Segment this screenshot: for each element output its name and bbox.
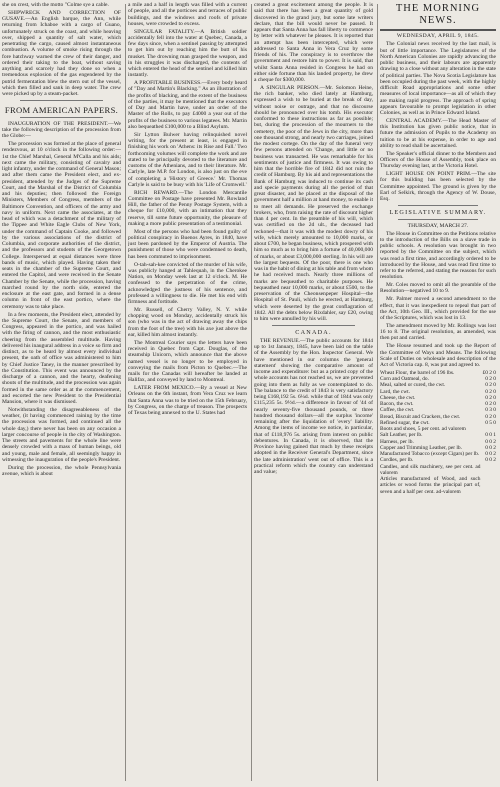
duties-table [380,370,496,495]
duty-item: Bacon, the cwt. [380,401,414,408]
divider [398,205,478,206]
duty-item: Coffee, the cwt. [380,407,415,414]
section-heading: LEGISLATIVE SUMMARY. [389,208,487,216]
paragraph: The Montreal Courier says the letters have been received in Quebec from Capt. Douglas, of the steamship Unicorn, which announce that the above named vessel is no longer to be employed in conveying the mails from Picton to Quebec.—The mails for the Canadas will hereafter be landed at Halifax, and conveyed by land to Montreal. [128,339,247,384]
duty-item: Bread, Biscuit and Crackers, the cwt. [380,413,461,420]
duty-value: 0 5 0 [485,419,496,426]
paragraph: Most of the persons who had been found guilty of political conspiracy in Buenos Ayres, in 1840, have just been pardoned by the Emperor of Austria. The punishment of those who were condemned to death, has been commuted to imprisonment. [128,228,247,260]
paragraph: Mr. Russell, of Cherry Valley, N. Y. while chopping wood on Monday, accidentally struck his son (who was in the act of drawing away the chips from the foot of the tree) with his axe just above the ear, killed him almost instantly. [128,306,247,338]
paragraph: Mr. Coles moved to omit all the preamble of the Resolution—negatived 10 to 9. [380,282,496,295]
paragraph: Mr. Palmer moved a second amendment to the effect, that it was inexpedient to repeal that part of the Act, 10th Geo. III., which provided for the use of the Scriptures, which was lost in 13. [380,296,496,322]
paragraph: THE REVENUE.—The public accounts for 1844 up to 1st January, 1845, have been laid on the table of the Assembly by the Hon. Inspector General. We have mentioned in our columns the 'general statement' showing the comparative amount of income and expenditure: but as a printed copy of the whole accounts has not reached us, we are prevented going into them as fully as we contemplated to do. The balance to the credit of 1843 is very satisfactory being £168,192 5s. 6¼d. while that of 1844 was only £115,235 5s. 9½d.—a difference in favour of '44 of nearly seventy-five thousand pounds, or three hundred thousand dollars—all the surplus 'income' remaining after the liquidation of 'every' liability. Among the items of income we notice, in particular, that of £118,976 5s. arising from interest on public debentures. In Canada, it is observed, that the Province having gained that much by these receipts adopted in the Receiver General's Department, since the late administration' went out of office. This is a practical reform which the country can understand and value; [254,337,373,476]
duty-item: Manufactured Tobacco (except Cigars) per lb. [380,451,480,458]
divider [380,29,496,31]
duty-item: Wheat Flour, the barrel of 196 lbs. [380,369,455,376]
duty-item: Cordles, per lb. [380,457,414,464]
duty-value: 0 2 0 [485,376,496,383]
paragraph: The House in Committee on the Petitions relative to the introduction of the Bills on a slave trade in public schools. A resolution was brought in two reported by the Committee on the subject, which was read a first time, and accordingly ordered to be introduced by the House, and was read first time to refer to the referred, and stating the reasons for such resolution. [380,230,496,281]
duty-item: Salt Leather, per lb. [380,432,423,439]
duty-item: Boots and shoes, 5 per cent. ad valorem [380,426,466,433]
section-heading: CANADA. [295,328,332,336]
column-3 [254,2,373,783]
duty-value: 0 2 0 [485,394,496,401]
paragraph: LATER FROM MEXICO.—By a vessel at New Orleans on the 6th instant, from Vera Cruz we learn that Santa Anna was to be tried on the 15th February, by Congress, on the charge of treason. The prospects of Texas being annexed to the U. States had [128,385,247,417]
divider [20,100,103,101]
paragraph: Notwithstanding the disagreeableness of the weather, (it having commenced raining by the time the procession was formed, and continued all the whole day,) there never has been on any occasion a larger concourse of people in the city of Washington. The streets and pavements for the whole line were densely crowded with a mass of human beings, old and young, male and female, all seemingly happy in witnessing the inauguration of the people's President. [2,406,121,463]
duty-item: Articles manufactured of Wood, and such articles or wood forms the principal part of, seven and a half per cent. ad-valorem [380,476,481,495]
paragraph: A PROFITABLE BUSINESS.—Every body heard of "Day and Martin's Blacking." As an illustration of the profits of blacking, and the extent of the business of the parties, it may be mentioned that the executors of Day and Martin have, under an order of the Master of the Rolls, to pay £4000 a year out of the profits of the business to various legatees. Mr. Martin also bequeathed £100,000 to a Blind Asylum. [128,80,247,130]
paragraph: Sir Lytton Bulwer having relinquished novel writing, for the present at least, is engaged in finishing his work on 'Athens: its Rise and Fall.' Two forthcoming volumes will complete the work and are stated to be principally devoted to the literature and customs of the Athenians, and to their literature. Mr. Carlyle, late M.P. for London, is also just on the eve of completing a 'History of Greece.' Mr. Thomas Carlyle is said to be busy with his 'Life of Cromwell.' [128,131,247,188]
section-heading: FROM AMERICAN PAPERS. [4,104,119,115]
duty-value [481,464,496,477]
paragraph: The amendment moved by Mr. Rollings was lost 16 to 8. The original resolution, as amended, was then put and carried. [380,322,496,342]
duty-item: Copper and Trimming Leather, per lb. [380,444,462,451]
divider [20,117,103,118]
duty-item: Harness, per lb. [380,438,414,445]
duty-item: Candles, and silk machinery, see per cent. ad valorem [380,463,481,476]
duty-value: 0 3 0 [485,407,496,414]
column-2 [128,2,247,783]
duty-value: 0 0 2 [485,444,496,451]
divider [272,325,355,326]
column-1 [2,2,121,783]
masthead: THE MORNING NEWS. [395,3,481,26]
date-line: THURSDAY, MARCH 27. [407,222,469,229]
table-row [380,476,496,495]
table-row [380,464,496,477]
paragraph: CENTRAL ACADEMY.—The Head Master of this Institution has given public notice, that in future the admission of Pupils to the Academy on tuition to be at his expense, in order to age and ability to read shall be ascertained. [380,117,496,149]
column-rule [251,4,252,781]
duty-item: Lard, the cwt. [380,388,410,395]
duty-item: Corn and Oatmeal, do. [380,376,429,383]
paragraph: The Colonial news received by the last mail, is but of little importance. The Legislatures of the North American Colonies are rapidly advancing the public business, and their labours are apparently drawing to a close without any alteration in the state of political parties. The Nova Scotia Legislature has been occupied during the past week, with the highly difficult Road appropriations and some other measures of local importance—as all of which they are making rapid progress. The approach of spring appears favourable to prompt legislation in other Colonies, as well as in Prince Edward Island. [380,41,496,116]
paragraph: created a great excitement among the people. It is said that there has been a great quantity of gold discovered in the grand jury, but some late writers declare, that the bill would never be passed. It appears that Santa Anna has fall liberty to commence by letter with whatever he pleases. It is reported that an attempt has been intercepted, which were addressed to Santa Anna in Vera Cruz by some friends of his. The conspiracy is to overthrow the government and restore him to power. It is said, that whilst Santa Anna resided in Congress he had on either side fortune than his landed property, he drew a cheque for $300,000. [254,2,373,83]
paragraph: During the procession, the whole Pennsylvania avenue, which is about [2,464,121,477]
divider [398,219,478,220]
paragraph: RICH REWARD.—The London Mercantile Committee on Postage have presented Mr. Rowland Hill, the father of the Penny Postage System, with a cheque for £10,000, with an intimation that they reserve, till some future opportunity, the pleasure of making a more public presentation of a testimonial. [128,189,247,227]
duty-value: 0 0 2 [485,451,496,458]
duty-item: Refined sugar, the cwt. [380,419,430,426]
paragraph: INAUGURATION OF THE PRESIDENT.—We take the following description of the procession from the Globe:— [2,120,121,140]
paragraph: The procession was formed at the place of general rendezvous, at 10 o'clock in the following order:—1st the Chief Marshal, General M'Calla and his aids; next came the military, consisting of cavalry and light infantry, under the command of General Mason; and after them came the President elect, and ex-president, attended by the Judges of the Supreme Court, and the Marshal of the District of Columbia and his deputies; then followed the Foreign Ministers, Members of Congress, members of the Baltimore Convention, and officers of the army and navy in uniform. Next came the associates, at the head of which was a detachment of the military of the Tippee and White Eagle Clubs of New York, under the command of Captain Cooke, and followed by the various associations of the district of Columbia, and corporate authorities of the district, and the professors and students of the Georgetown College. Interspersed at equal distances were three bands of music, which played. Having taken their seats in the chamber of the Supreme Court, and entered the Capitol, and were received in the Senate Chamber by the Senate, while the procession, having marched round by the north side, entered the enclosure at the east gate, and formed in a dense column in front of the east portico, where the ceremony was to take place. [2,141,121,310]
duty-value: 0 0 2 [485,457,496,464]
paragraph: In a few moments, the President elect, attended by the Supreme Court, the Senate, and members of Congress, appeared in the portico, and was hailed with the firing of cannon, and the most enthusiastic cheering from the assembled multitude. Having delivered his inaugural address in a voice so firm and distinct, as to be heard by almost every individual present, the oath of office was administered to him by Chief Justice Taney, in the manner prescribed by the Constitution. This event was announced by the discharge of a cannon, and the hearty, deafening shouts of the multitude, and the procession was again formed in the same order as at the commencement, and escorted the new President to the Presidential Mansion, where it was dismissed. [2,311,121,406]
paragraph: a mile and a half in length was filled with a current of people, and all the porticoes and terraces of public buildings, and the windows and roofs of private houses, were crowded to excess. [128,2,247,27]
paragraph: SINGULAR FATALITY.—A British soldier accidentally fell into the water at Quebec, Canada, a few days since, when a sentinel passing by attempted to get him out by reaching him the butt of his musket. The drowning man grasped the weapon, and in his struggles it was discharged, the contents of which entered the head of the sentinel and killed him instantly. [128,28,247,79]
duty-item: Meal, salted or cured, the cwt. [380,382,446,389]
duty-value: 0 2 0 [485,382,496,389]
paragraph: O-tah-sah-kee convicted of the murder of his wife, was publicly hanged at Tahlequah, in the Cherokee Nation, on Monday week last at 12 o'clock. M. He confessed to the perpetration of the crime, acknowledged the justness of his sentence, and professed a willingness to die. He met his end with firmness and fortitude. [128,261,247,306]
paragraph: she on crest, with the motto "Colme sye a cable. [2,2,109,8]
paragraph: The House resumed and took up the Report of the Committee of Ways and Means. The following Scale of Duties on wholesale and description of the Act of Victoria cap. 8, was put and agreed to. [380,343,496,368]
duty-value: 0 0 1 [485,432,496,439]
column-rule [125,4,126,781]
paragraph: LIGHT HOUSE ON POINT PRIM.—The site for this building has been selected by the Committee appointed. The ground is given by the Earl of Selkirk, through the Agency of W. Douse, Esq. [380,171,496,203]
duty-value: 0 2 0 [485,388,496,395]
paragraph: A SINGULAR PERSON.—Mr. Solomon Heine, the rich banker, who died lately at Hamburg, expressed a wish to be buried at the break of day, without noise or outrage, and that no discourse should be pronounced over his tomb. His executor conformed to these instructions as far as possible; but, during the procession of the mourners to the cemetery, the poor of the Jews in the city, more than one thousand strong, and nearly two carriages, joined the modest cortege. On the day of the funeral very few persons attended on 'Change, and little or no business was transacted. He was remarkable for his sentiments of justice and firmness. It was owing to him that the horrible fire of 1842 did not ruin the credit of Hamburg. By his aid and representations the Bank of Hamburg was induced to continue its cash and specie payments during all the period of that great disaster, and he placed at the disposal of the government half a million at hand money, to enable it to meet all demands. He preserved the exchange brokers, who, from raising the rate of discount higher than 4 per cent. In the preamble of his will, which was certified on the 2d ult., the deceased had reckoned—that it was with the modest dowry of his wife, which merely amounted to 10,000 marks, or about £700, he began business, which prospered with him so much as to bring him a fortune of 40,000,000 of marks, or about £3,000,000 sterling. In his will are the largest bequests. Of the poor, there is one who was in the habit of dining at his table and from whom he had received much. Nearly three millions of marks are bequeathed to charitable purposes. He bequeathed near 10,000 marks, or about £500, to the preservation of the Cheonsenpeper Hospital—the Hospital of St. Pauli, which he erected, at Hamburg, which were deserted by the great conflagration of 1842. All the debts below Rixdahler, say £20, owing to him were annulled by his will. [254,84,373,323]
paragraph: SHIPWRECK AND CORRECTION OF GUSAVE.—An English barque, the Ann, while returning from Ichaboe with a cargo of Guano, unfortunately struck on the coast, and while heaving over, shipped a quantity of salt water, which penetrating the cargo, caused almost instantaneous combustion. A volume of smoke rising through the fore hatchway warned the crew of their danger, and ordered their taking to the boat, without saving anything and scarcely had they done so when a tremendous explosion of the gas engendered by the putrid fermentation blew the stern out of the vessel, which then filled and sank in deep water. The crew were picked up by a steam-packet. [2,9,121,98]
duty-value [481,476,496,495]
duty-value: £0 2 0 [482,369,496,376]
duty-value: 0 2 0 [485,413,496,420]
column-rule [377,4,378,781]
duty-value: 0 2 0 [485,401,496,408]
paragraph: The Speaker's official dinner to the Members and Officers of the House of Assembly, took place on Thursday evening last, at the Victoria Hotel. [380,150,496,170]
dateline: WEDNESDAY, APRIL 9, 1845. [396,33,480,39]
duty-value: 0 0 2 [485,438,496,445]
duty-item: Cheese, the cwt. [380,394,416,401]
column-4 [380,2,496,783]
